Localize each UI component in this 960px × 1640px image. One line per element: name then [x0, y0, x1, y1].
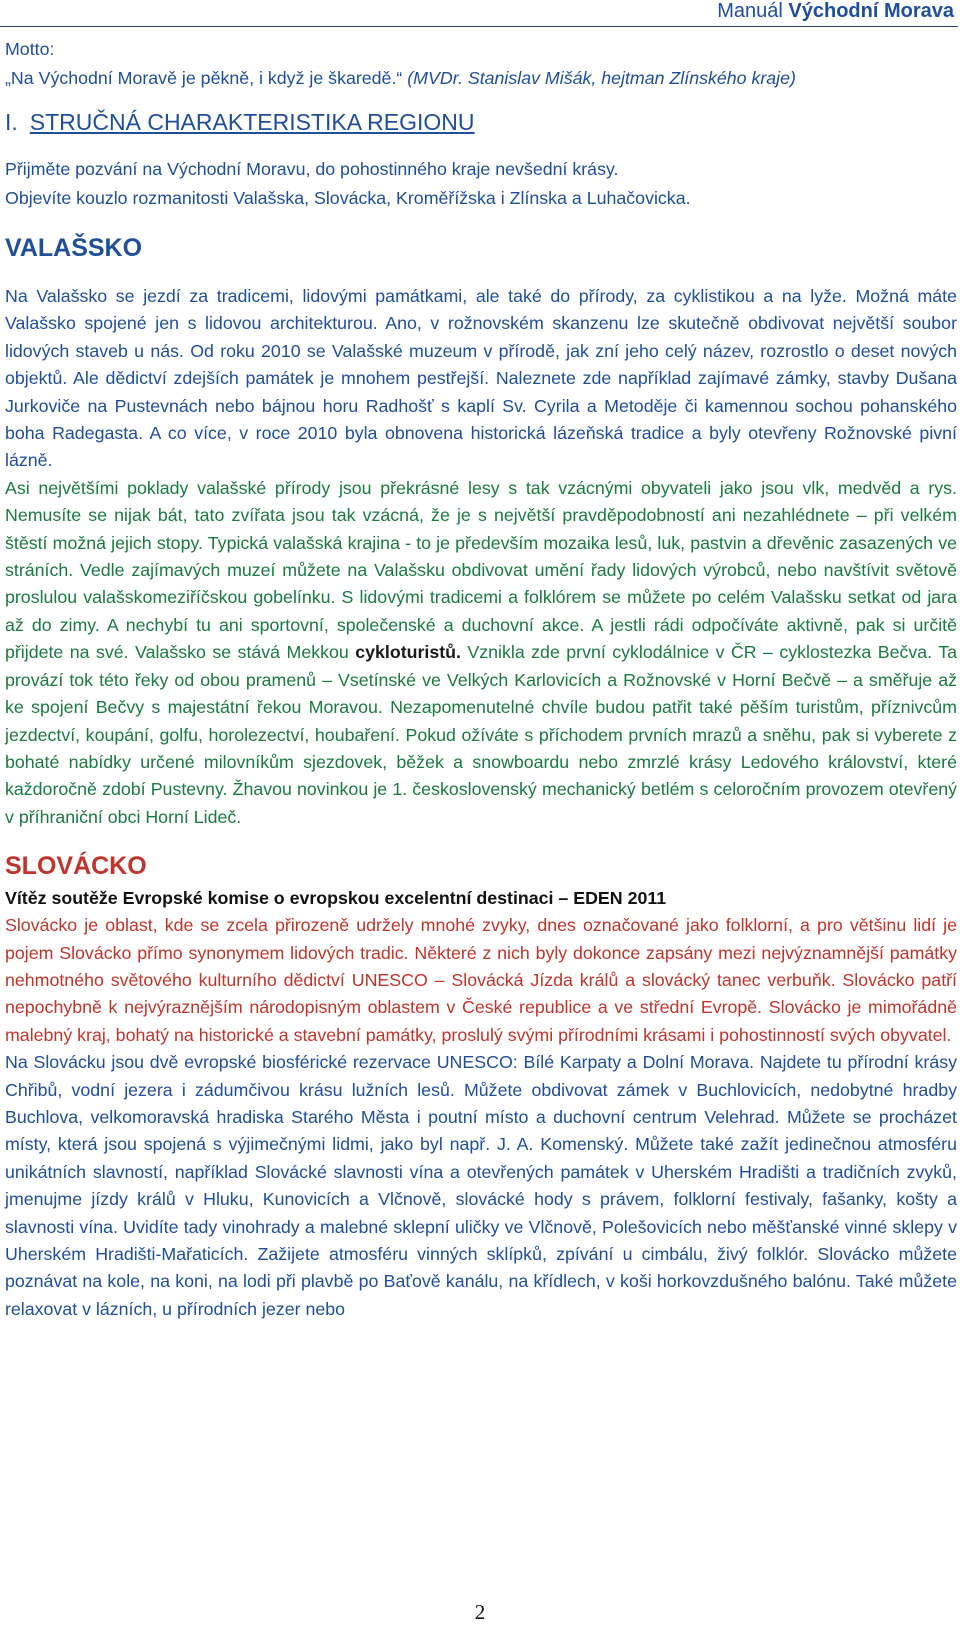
intro — [5, 155, 957, 213]
header-title-prefix: Manuál — [717, 0, 783, 22]
chapter-numeral: I. — [5, 109, 18, 135]
motto-line — [5, 64, 957, 93]
chapter-heading — [5, 107, 957, 137]
motto-quote: „Na Východní Moravě je pěkně, i když je škaredě.“ — [5, 68, 403, 88]
intro-line-2: Objevíte kouzlo rozmanitosti Valašska, Slovácka, Kroměřížska i Zlínska a Luhačovicka. — [5, 188, 691, 208]
slovacko-subheading: Vítěz soutěže Evropské komise o evropskou excelentní destinaci – EDEN 2011 — [5, 888, 667, 909]
page-number: 2 — [474, 1600, 486, 1624]
motto-attribution: (MVDr. Stanislav Mišák, hejtman Zlínského kraje) — [407, 68, 796, 88]
valassko-p2-bold: cykloturistů. — [355, 642, 461, 663]
valassko-p2-start: Asi největšími poklady valašské přírody jsou překrásné lesy s tak vzácnými obyvateli jako jsou vlk, medvěd a rys. Nemusíte se nijak bát, tato zvířata jsou tak vzácná, že je s největší pravděpodobností ani nezahlédnete – při velkém štěstí možná jejich stopy. Typická valašská krajina - to je především mozaika lesů, luk, pastvin a dřevěnic zasazených ve stráních. Vedle zajímavých muzeí můžete na Valašsku obdivovat umění řady lidových výrobců, nebo navštívit světově proslulou valašskomeziříčskou gobelínku. S lidovými tradicemi a folklórem se můžete po celém Valašsku setkat od jara až do zimy. A nechybí tu ani sportovní, společenské a duchovní akce. A jestli rádi odpočíváte aktivně, pak si určitě přijdete na své. Valašsko se stává Mekkou — [5, 477, 957, 663]
motto — [5, 35, 957, 93]
slovacko-paragraph-1: Slovácko je oblast, kde se zcela přirozeně udržely mnohé zvyky, dnes označované jako folklorní, a pro většinu lidí je pojem Slovácko přímo synonymem lidových tradic. Některé z nich byly dokonce zapsány mezi nejvýznamnější památky nehmotného světového kulturního dědictví UNESCO – Slovácká Jízda králů a slovácký tanec verbuňk. Slovácko patří nepochybně k nejvýraznějším národopisným oblastem v České republice a ve střední Evropě. Slovácko je mimořádně malebný kraj, bohatý na historické a stavební památky, proslulý svými přírodními krásami i pohostinností svých obyvatel. — [5, 915, 957, 1045]
valassko-p2-end: Vznikla zde první cyklodálnice v ČR – cyklostezka Bečva. Ta provází tok této řeky od obou pramenů – Vsetínské ve Velkých Karlovicích a Rožnovské v Horní Bečvě – a směřuje až ke spojení Bečvy s majestátní řekou Moravou. Nezapomenutelné chvíle budou patřit také pěším turistům, příznivcům jezdectví, koupání, golfu, horolezectví, houbaření. Pokud ožíváte s příchodem prvních mrazů a sněhu, pak si vyberete z bohaté nabídky určené milovníkům sjezdovek, běžek a snowboardu nebo zmrzlé krásy Ledového království, které každoročně zdobí Pustevny. Žhavou novinkou je 1. československý mechanický betlém s celoročním provozem otevřený v příhraniční obci Horní Lideč. — [5, 642, 957, 827]
running-header — [0, 0, 958, 27]
motto-label: Motto: — [5, 39, 55, 59]
header-title-bold: Východní Morava — [788, 0, 954, 22]
chapter-title: STRUČNÁ CHARAKTERISTIKA REGIONU — [29, 109, 475, 135]
intro-line-1: Přijměte pozvání na Východní Moravu, do pohostinného kraje nevšední krásy. — [5, 159, 619, 179]
valassko-paragraph-1: Na Valašsko se jezdí za tradicemi, lidovými památkami, ale také do přírody, za cyklistikou a na lyže. Možná máte Valašsko spojené jen s lidovou architekturou. Ano, v rožnovském skanzenu lze skutečně obdivovat největší soubor lidových staveb u nás. Od roku 2010 se Valašské muzeum v přírodě, jak zní jeho celý název, rozrostlo o deset nových objektů. Ale dědictví zdejších památek je mnohem pestřejší. Naleznete zde například zajímavé zámky, stavby Dušana Jurkoviče na Pustevnách nebo bájnou horu Radhošť s kaplí Sv. Cyrila a Metoděje či kamennou sochou pohanského boha Radegasta. A co více, v roce 2010 byla obnovena historická lázeňská tradice a byly otevřeny Rožnovské pivní lázně. — [5, 286, 957, 471]
page-content — [5, 35, 957, 1323]
section-heading-slovacko: SLOVÁCKO — [5, 852, 147, 881]
valassko-paragraph-2 — [5, 475, 957, 831]
slovacko-paragraph-2: Na Slovácku jsou dvě evropské biosférické rezervace UNESCO: Bílé Karpaty a Dolní Morava. Najdete tu přírodní krásy Chřibů, vodní jezera i zádumčivou krásu lužních lesů. Můžete obdivovat zámek v Buchlovicích, nedobytné hradby Buchlova, velkomoravská hradiska Starého Města i poutní místo a duchovní centrum Velehrad. Můžete se procházet místy, která jsou spojená s výjimečnými lidmi, jako byl např. J. A. Komenský. Můžete také zažít jedinečnou atmosféru unikátních slavností, například Slovácké slavnosti vína a otevřených památek v Uherském Hradišti a tradičních zvyků, jmenujme jízdy králů v Hluku, Kunovicích a Vlčnově, slovácké hody s právem, folklorní festivaly, fašanky, košty a slavnosti vína. Uvidíte tady vinohrady a malebné sklepní uličky ve Vlčnově, Polešovicích nebo měšťanské vinné sklepy v Uherském Hradišti-Mařaticích. Zažijete atmosféru vinných sklípků, zpívání u cimbálu, živý folklór. Slovácko můžete poznávat na kole, na koni, na lodi při plavbě po Baťově kanálu, na křídlech, v koši horkovzdušného balónu. Také můžete relaxovat v lázních, u přírodních jezer nebo — [5, 1052, 957, 1319]
section-heading-valassko: VALAŠSKO — [5, 234, 143, 262]
